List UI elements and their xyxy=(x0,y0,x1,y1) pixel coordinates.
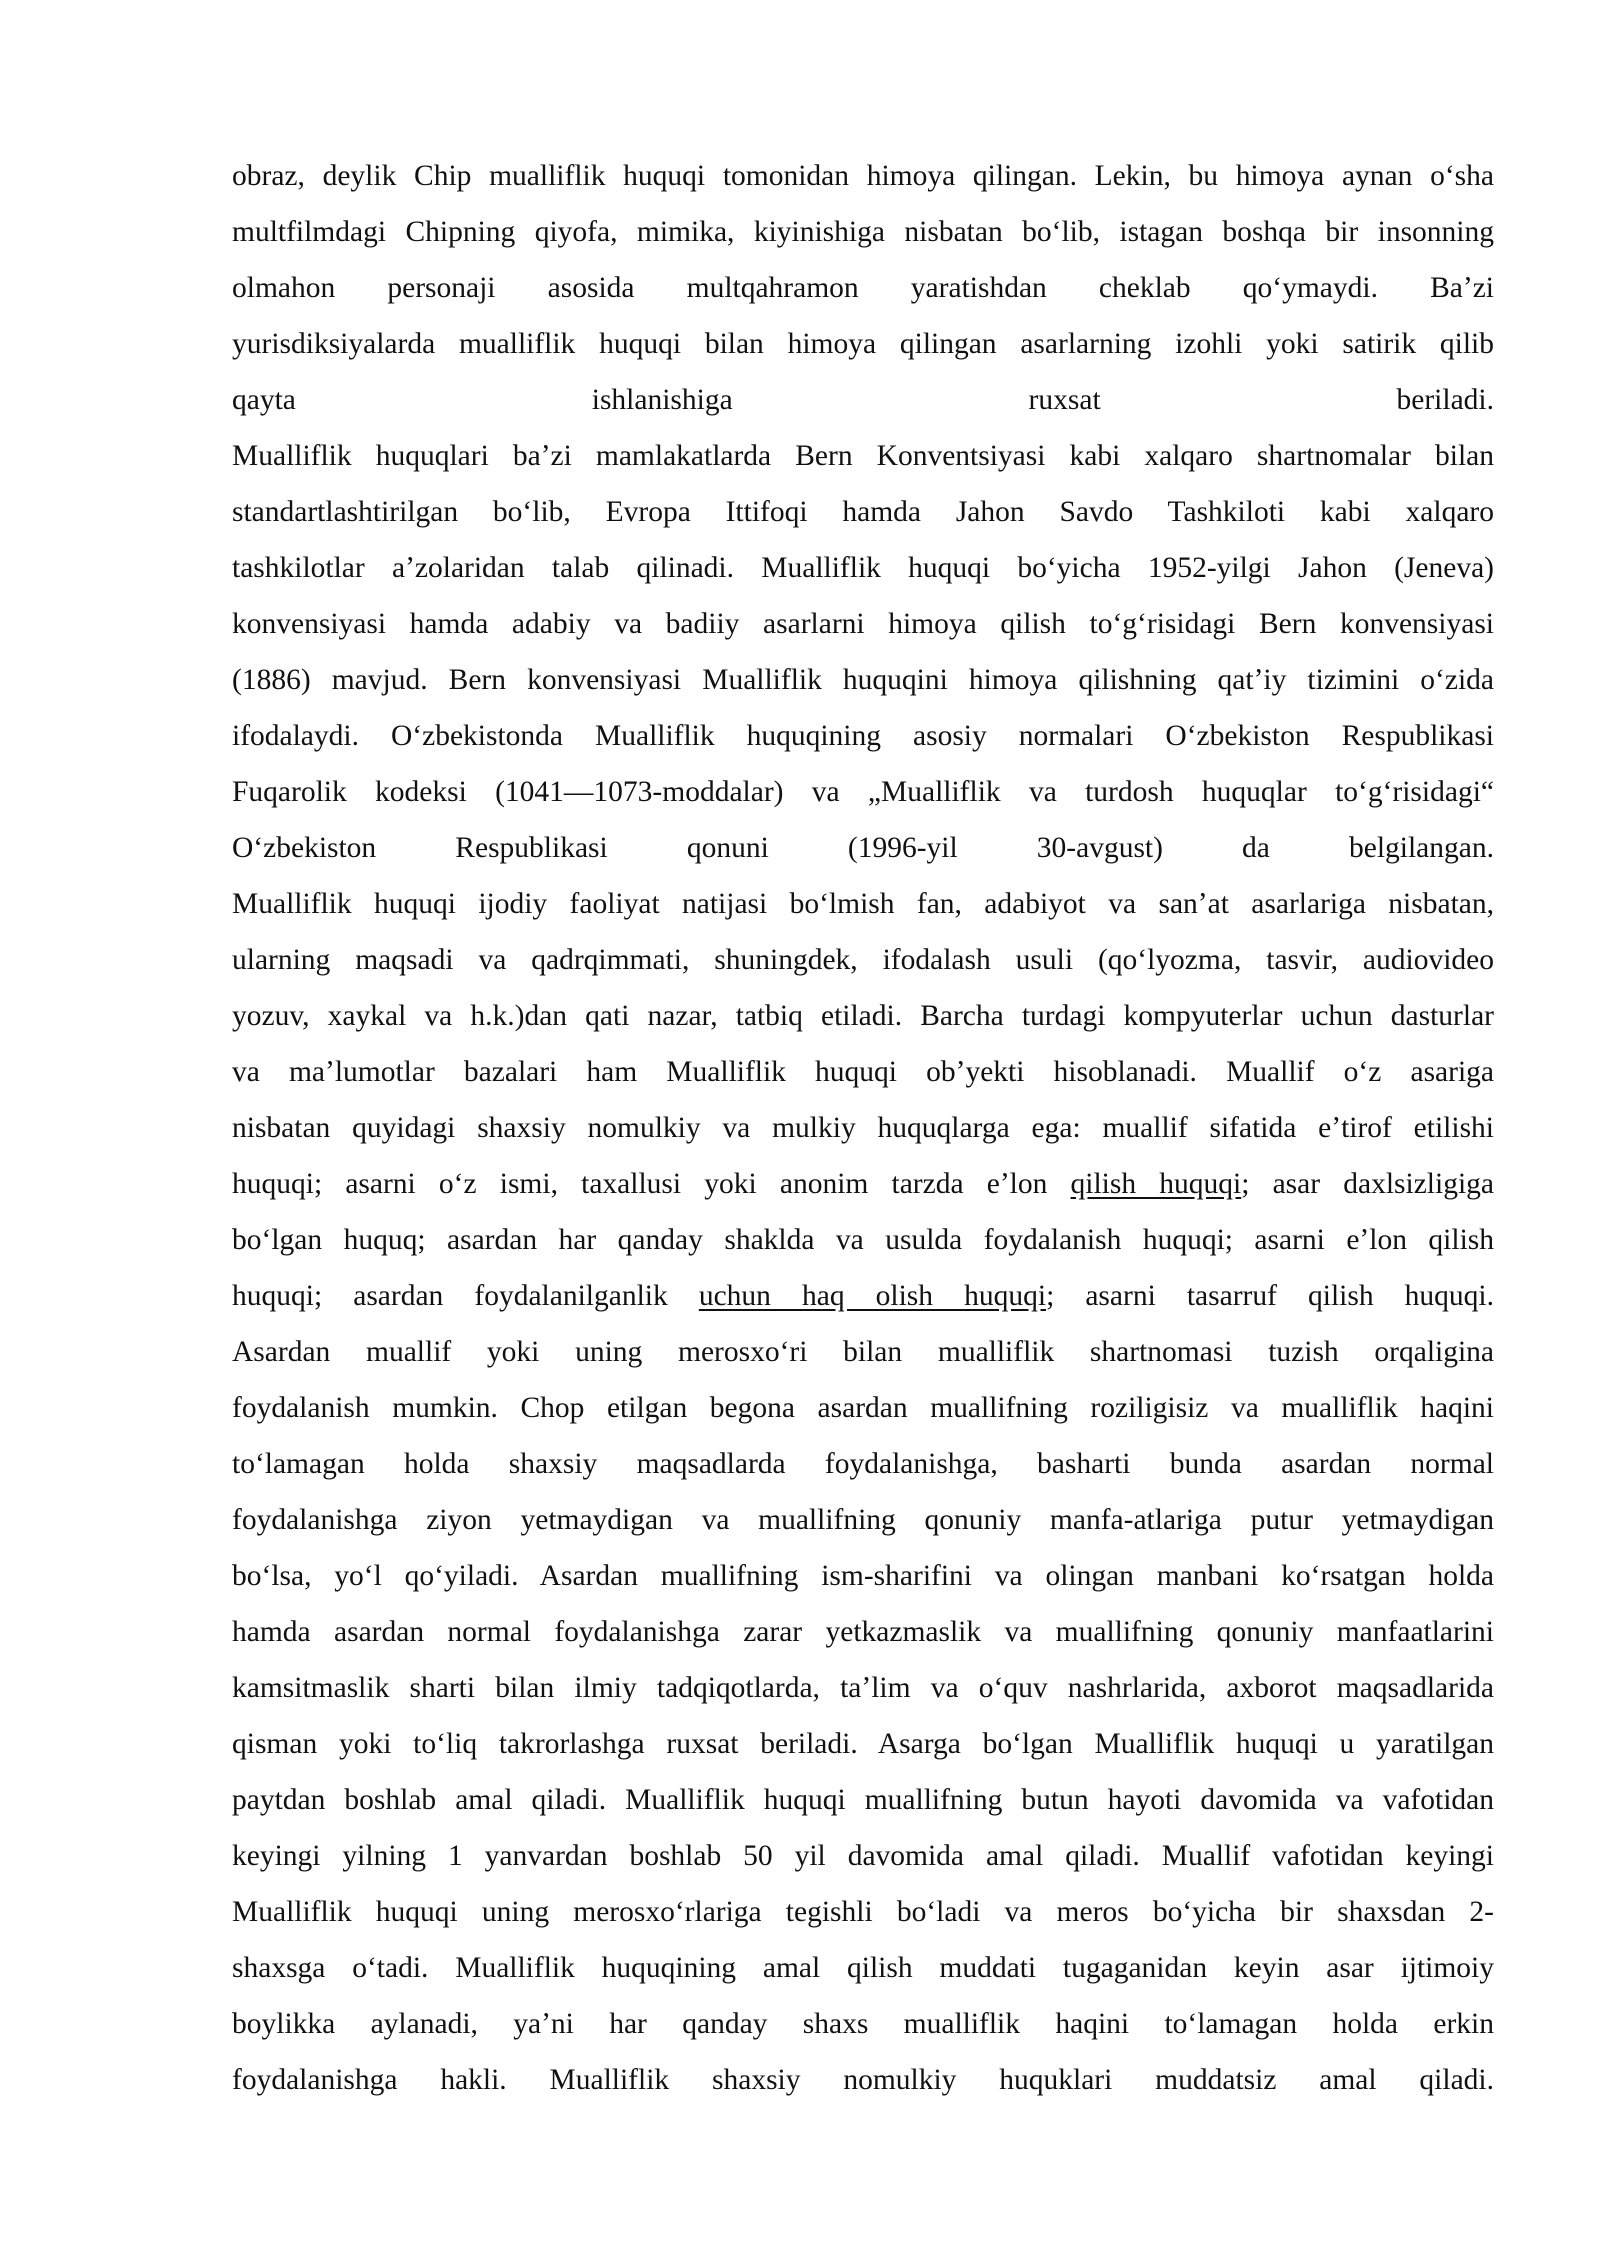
text-line: standartlashtirilgan boʻlib, Evropa Ittifoqi hamda Jahon Savdo Tashkiloti kabi xalqaro xyxy=(232,496,1494,528)
text-line: foydalanishga ziyon yetmaydigan va muallifning qonuniy manfa-atlariga putur yetmaydigan xyxy=(232,1504,1494,1536)
text-line: (1886) mavjud. Bern konvensiyasi Mualliflik huquqini himoya qilishning qatʼiy tizimini oʻzida xyxy=(232,664,1494,696)
text-line: obraz, deylik Chip mualliflik huquqi tomonidan himoya qilingan. Lekin, bu himoya aynan oʻsha xyxy=(232,160,1494,192)
text-line: va maʼlumotlar bazalari ham Mualliflik huquqi obʼyekti hisoblanadi. Muallif oʻz asariga xyxy=(232,1056,1494,1088)
text-segment: ; asarni tasarruf qilish huquqi. xyxy=(1046,1280,1494,1312)
text-line: Mualliflik huquqlari baʼzi mamlakatlarda Bern Konventsiyasi kabi xalqaro shartnomalar bilan xyxy=(232,440,1494,472)
text-line: qisman yoki toʻliq takrorlashga ruxsat beriladi. Asarga boʻlgan Mualliflik huquqi u yaratilgan xyxy=(232,1728,1494,1760)
text-line: Mualliflik huquqi ijodiy faoliyat natijasi boʻlmish fan, adabiyot va sanʼat asarlariga nisbatan, xyxy=(232,888,1494,920)
text-line: Mualliflik huquqi uning merosxoʻrlariga tegishli boʻladi va meros boʻyicha bir shaxsdan 2- xyxy=(232,1896,1494,1928)
text-line: nisbatan quyidagi shaxsiy nomulkiy va mulkiy huquqlarga ega: muallif sifatida eʼtirof etilishi xyxy=(232,1112,1494,1144)
text-line: toʻlamagan holda shaxsiy maqsadlarda foydalanishga, basharti bunda asardan normal xyxy=(232,1448,1494,1480)
text-line: multfilmdagi Chipning qiyofa, mimika, kiyinishiga nisbatan boʻlib, istagan boshqa bir insonning xyxy=(232,216,1494,248)
text-line: kamsitmaslik sharti bilan ilmiy tadqiqotlarda, taʼlim va oʻquv nashrlarida, axborot maqsadlarida xyxy=(232,1672,1494,1704)
text-line: qayta ishlanishiga ruxsat beriladi. xyxy=(232,384,1494,416)
text-line: foydalanish mumkin. Chop etilgan begona asardan muallifning roziligisiz va mualliflik haqini xyxy=(232,1392,1494,1424)
text-segment: ; asar daxlsizligiga xyxy=(1241,1168,1494,1200)
hyperlink-qilish-huquqi[interactable]: qilish huquqi xyxy=(1070,1168,1242,1200)
text-line: konvensiyasi hamda adabiy va badiiy asarlarni himoya qilish toʻgʻrisidagi Bern konvensiyasi xyxy=(232,608,1494,640)
text-line: hamda asardan normal foydalanishga zarar yetkazmaslik va muallifning qonuniy manfaatlarini xyxy=(232,1616,1494,1648)
text-line: yozuv, xaykal va h.k.)dan qati nazar, tatbiq etiladi. Barcha turdagi kompyuterlar uchun dasturlar xyxy=(232,1000,1494,1032)
text-line: shaxsga oʻtadi. Mualliflik huquqining amal qilish muddati tugaganidan keyin asar ijtimoiy xyxy=(232,1952,1494,1984)
text-line: ifodalaydi. Oʻzbekistonda Mualliflik huquqining asosiy normalari Oʻzbekiston Respublikasi xyxy=(232,720,1494,752)
text-line: yurisdiksiyalarda mualliflik huquqi bilan himoya qilingan asarlarning izohli yoki satirik qilib xyxy=(232,328,1494,360)
text-line: Asardan muallif yoki uning merosxoʻri bilan mualliflik shartnomasi tuzish orqaligina xyxy=(232,1336,1494,1368)
text-segment: huquqi; asarni oʻz ismi, taxallusi yoki anonim tarzda eʼlon xyxy=(232,1168,1071,1200)
hyperlink-uchun-haq-olish-huquqi[interactable]: uchun haq olish huquqi xyxy=(698,1280,1047,1312)
text-segment: huquqi; asardan foydalanilganlik xyxy=(232,1280,699,1312)
text-line: Fuqarolik kodeksi (1041—1073-moddalar) va „Mualliflik va turdosh huquqlar toʻgʻrisidagi“ xyxy=(232,776,1494,808)
text-line: foydalanishga hakli. Mualliflik shaxsiy nomulkiy huquklari muddatsiz amal qiladi. xyxy=(232,2064,1494,2096)
text-line: keyingi yilning 1 yanvardan boshlab 50 yil davomida amal qiladi. Muallif vafotidan keyingi xyxy=(232,1840,1494,1872)
text-line-with-link xyxy=(232,1156,1494,1212)
text-line-with-link xyxy=(232,1268,1494,1324)
text-line: Oʻzbekiston Respublikasi qonuni (1996-yil 30-avgust) da belgilangan. xyxy=(232,832,1494,864)
body-text xyxy=(232,148,1494,2108)
text-line: boylikka aylanadi, yaʼni har qanday shaxs mualliflik haqini toʻlamagan holda erkin xyxy=(232,2008,1494,2040)
text-line: boʻlsa, yoʻl qoʻyiladi. Asardan muallifning ism-sharifini va olingan manbani koʻrsatgan holda xyxy=(232,1560,1494,1592)
text-line: olmahon personaji asosida multqahramon yaratishdan cheklab qoʻymaydi. Baʼzi xyxy=(232,272,1494,304)
text-line: ularning maqsadi va qadrqimmati, shuningdek, ifodalash usuli (qoʻlyozma, tasvir, audiovideo xyxy=(232,944,1494,976)
text-line: boʻlgan huquq; asardan har qanday shaklda va usulda foydalanish huquqi; asarni eʼlon qilish xyxy=(232,1224,1494,1256)
text-line: paytdan boshlab amal qiladi. Mualliflik huquqi muallifning butun hayoti davomida va vafotidan xyxy=(232,1784,1494,1816)
text-line: tashkilotlar aʼzolaridan talab qilinadi. Mualliflik huquqi boʻyicha 1952-yilgi Jahon (Jeneva) xyxy=(232,552,1494,584)
